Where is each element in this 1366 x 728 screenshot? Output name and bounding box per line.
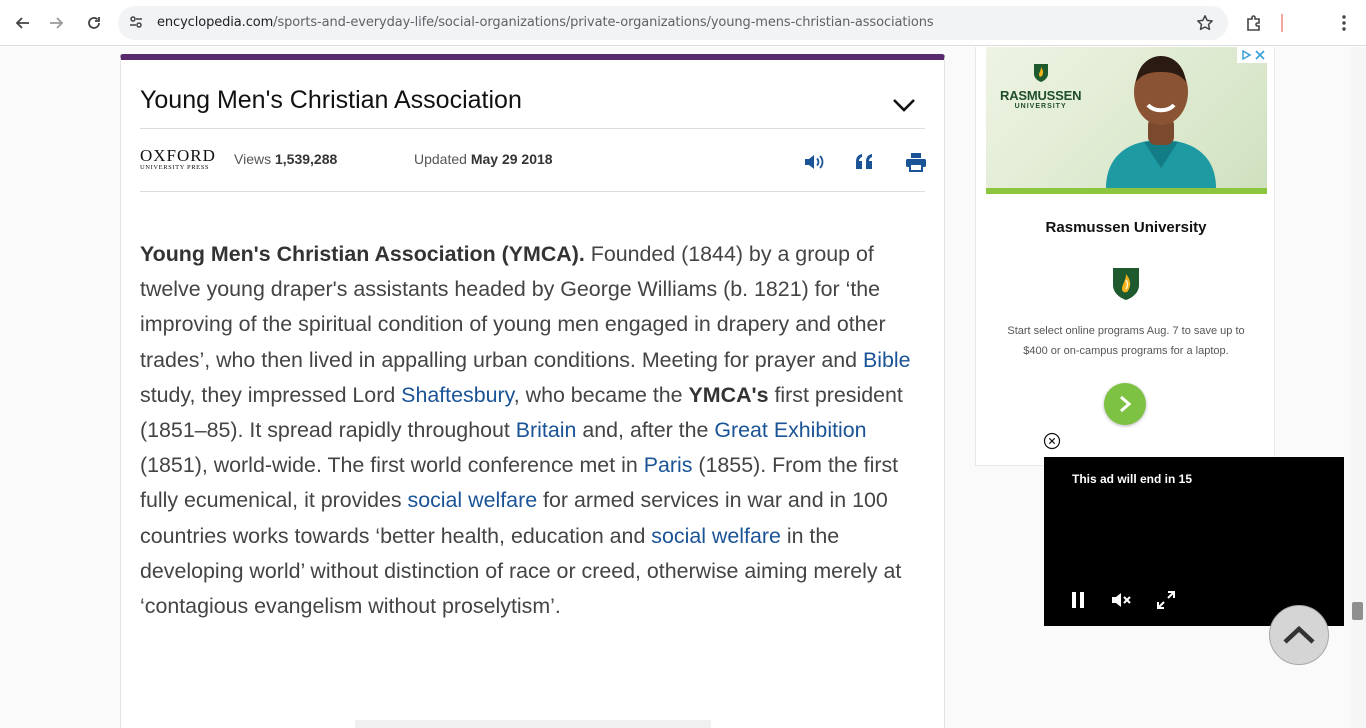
body-text: Founded (1844) by a group of twelve young draper's assistants headed by George Williams (b. 1821) for ‘the improving of the spiritual condition of young men engaged in drapery and other trades’, who then lived in appalling urban conditions. Meeting for prayer and [140,242,886,372]
link-britain[interactable]: Britain [515,418,577,443]
body-text: first president (1851–85). It spread rapidly throughout [140,382,903,443]
chevron-right-icon [1118,395,1132,413]
fullscreen-icon [1157,591,1175,609]
video-ad-close-icon[interactable] [1043,432,1061,450]
arrow-left-icon [14,15,30,31]
link-great-exhibition[interactable]: Great Exhibition [714,418,867,443]
print-icon[interactable] [905,152,927,177]
reload-button[interactable] [80,9,108,37]
body-text: study, they impressed Lord [140,382,402,407]
scrollbar[interactable] [1350,47,1366,728]
ad-strip [986,188,1267,194]
placeholder-bar [355,720,711,728]
cite-quote-icon[interactable] [854,152,876,177]
body-bold: YMCA's [688,382,769,407]
article-title: Young Men's Christian Association [140,86,522,114]
browser-toolbar [0,0,1366,46]
views-value: 1,539,288 [274,151,338,167]
bookmark-star-icon[interactable] [1196,14,1214,37]
rasmussen-logo [1000,63,1081,110]
unmute-button[interactable] [1111,589,1133,611]
video-ad-countdown: This ad will end in 15 [1072,472,1193,486]
display-ad[interactable] [975,47,1275,466]
extensions-button[interactable] [1240,9,1268,37]
link-social-welfare[interactable]: social welfare [651,523,781,548]
publisher-line2: UNIVERSITY PRESS [140,164,210,171]
body-text: (1851), world-wide. The first world conference met in [140,453,644,478]
adchoices-badge[interactable] [1237,47,1267,63]
oxford-logo [140,148,216,172]
close-icon[interactable] [1254,49,1266,61]
link-paris[interactable]: Paris [643,453,693,478]
back-to-top-button[interactable] [1269,605,1329,665]
advertiser-name[interactable]: Rasmussen University [1045,219,1207,236]
body-text: for armed services in war and in 100 countries works towards ‘better health, education and [140,488,888,548]
site-settings-icon[interactable] [128,14,144,35]
views-label: Views [234,151,272,167]
ad-image[interactable] [986,47,1267,194]
logo-sub: UNIVERSITY [1014,103,1067,110]
scrollbar-thumb[interactable] [1352,602,1363,620]
body-text: in the developing world’ without distinction of race or creed, otherwise aiming merely at ‘contagious evangelism without proselytism’. [140,523,902,619]
article-body [140,237,920,624]
views-count [234,151,337,167]
url-host: encyclopedia.com [157,15,274,30]
muted-speaker-icon [1111,591,1133,609]
link-bible[interactable]: Bible [862,347,911,372]
link-shaftesbury[interactable]: Shaftesbury [401,382,514,407]
url-path: /sports-and-everyday-life/social-organizations/private-organizations/young-mens-christian-associations [273,15,934,30]
article-card [120,54,945,728]
divider [140,191,925,192]
lead-term: Young Men's Christian Association (YMCA). [140,242,585,266]
reload-icon [86,15,102,31]
chevron-up-icon [1282,625,1316,645]
divider [140,128,925,129]
forward-button[interactable] [43,9,71,37]
ad-cta-button[interactable] [1104,383,1146,425]
back-button[interactable] [8,9,36,37]
advertiser-logo-icon [1111,266,1141,307]
speaker-icon[interactable] [803,152,825,177]
chevron-down-icon[interactable] [892,98,916,117]
arrow-right-icon [49,15,65,31]
pause-icon [1071,592,1085,608]
logo-name: RASMUSSEN [1000,88,1082,103]
pause-button[interactable] [1067,589,1089,611]
ad-description: Start select online programs Aug. 7 to save up to $400 or on-campus programs for a laptop. [1007,325,1245,357]
person-photo [1096,47,1226,188]
menu-button[interactable] [1330,9,1358,37]
video-ad-player[interactable] [1044,457,1344,626]
updated-date [414,151,553,167]
body-text: and, after the [576,418,715,443]
link-social-welfare[interactable]: social welfare [407,488,538,513]
kebab-menu-icon [1342,15,1346,31]
url-text[interactable] [157,15,934,30]
flame-shield-icon [1032,63,1050,83]
profile-indicator [1281,14,1283,32]
updated-value: May 29 2018 [470,151,553,167]
updated-label: Updated [414,151,467,167]
puzzle-icon [1245,14,1263,32]
fullscreen-button[interactable] [1155,589,1177,611]
body-text: (1855). From the first fully ecumenical, it provides [140,453,899,513]
page-content [0,47,1366,728]
adchoices-icon[interactable] [1240,49,1252,61]
address-bar[interactable] [118,6,1228,40]
body-text: , who became the [513,382,689,407]
publisher-line1: OXFORD [140,146,216,165]
